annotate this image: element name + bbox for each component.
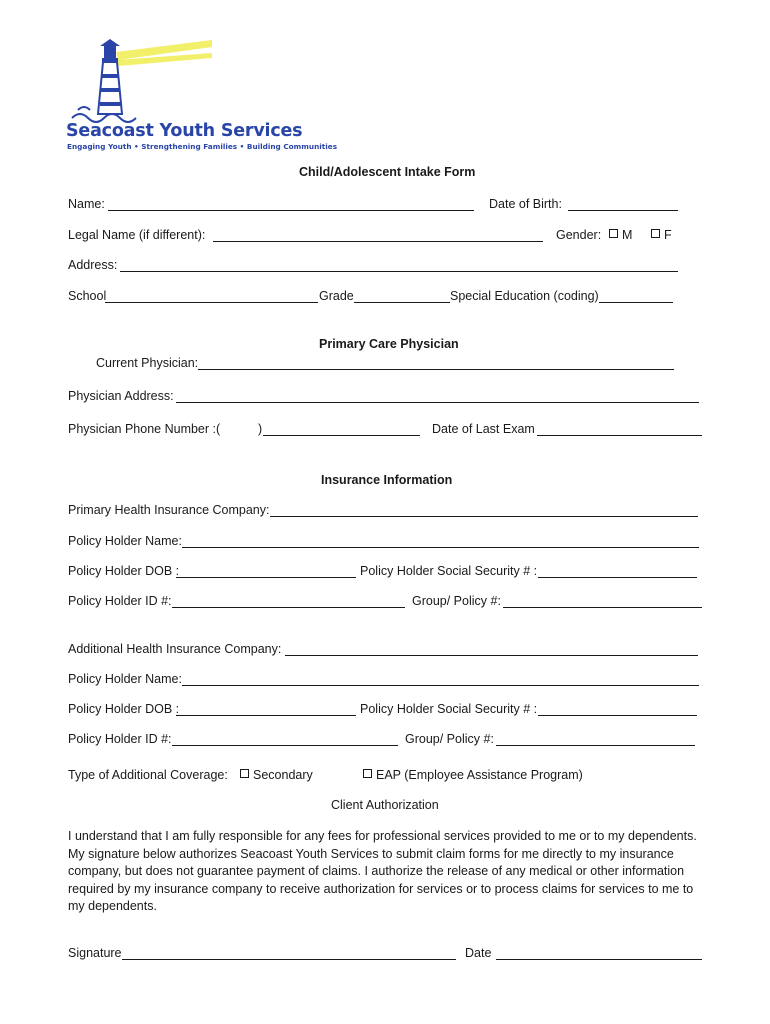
signature-label: Signature [68,946,122,960]
legal-name-field[interactable] [213,241,543,242]
school-field[interactable] [105,302,318,303]
current-physician-field[interactable] [198,369,674,370]
gender-m-checkbox[interactable] [609,228,632,242]
primary-holder-ssn-label: Policy Holder Social Security # : [360,564,538,578]
additional-company-field[interactable] [285,655,698,656]
authorization-heading: Client Authorization [331,798,439,812]
primary-holder-id-field[interactable] [172,607,405,608]
primary-company-field[interactable] [270,516,698,517]
name-label: Name: [68,197,105,211]
additional-company-label: Additional Health Insurance Company: [68,642,282,656]
additional-holder-name-label: Policy Holder Name: [68,672,182,686]
gender-m-label: M [622,228,633,242]
grade-field[interactable] [354,302,450,303]
primary-holder-dob-label: Policy Holder DOB : [68,564,180,578]
lighthouse-icon [64,38,224,128]
legal-name-label: Legal Name (if different): [68,228,206,242]
gender-label: Gender: [556,228,602,242]
insurance-heading: Insurance Information [321,473,453,487]
additional-holder-ssn-label: Policy Holder Social Security # : [360,702,538,716]
primary-holder-ssn-field[interactable] [538,577,697,578]
authorization-text: I understand that I am fully responsible for any fees for professional services provided to me or to my dependents. My signature below authorizes Seacoast Youth Services to submit claim forms for me directly to my insurance company, but does not guarantee payment of claims. I authorize the release of any medical or other information required by my insurance company to receive authorization for services or to process claims for services to me to my dependents. [68,829,697,914]
gender-f-checkbox[interactable] [651,228,672,242]
additional-holder-ssn-field[interactable] [538,715,697,716]
additional-group-label: Group/ Policy #: [405,732,494,746]
coverage-type-label: Type of Additional Coverage: [68,768,228,782]
physician-phone-close: ) [258,422,263,436]
primary-holder-dob-field[interactable] [176,577,356,578]
current-physician-label: Current Physician: [96,356,199,370]
coverage-secondary-checkbox[interactable] [240,768,313,782]
name-field[interactable] [108,210,474,211]
physician-address-label: Physician Address: [68,389,174,403]
org-tagline: Engaging Youth • Strengthening Families • Building Communities [67,142,338,151]
coverage-eap-label: EAP (Employee Assistance Program) [376,768,583,782]
org-name: Seacoast Youth Services [66,121,303,141]
additional-group-field[interactable] [496,745,695,746]
additional-holder-dob-label: Policy Holder DOB : [68,702,180,716]
primary-group-label: Group/ Policy #: [412,594,501,608]
checkbox-icon [609,229,618,238]
primary-holder-name-field[interactable] [182,547,699,548]
physician-heading: Primary Care Physician [319,337,459,351]
dob-label: Date of Birth: [489,197,562,211]
last-exam-label: Date of Last Exam [432,422,535,436]
address-field[interactable] [120,271,678,272]
physician-phone-label: Physician Phone Number :( [68,422,221,436]
physician-phone-field[interactable] [263,435,420,436]
address-label: Address: [68,258,118,272]
special-ed-label: Special Education (coding) [450,289,599,303]
primary-group-field[interactable] [503,607,702,608]
checkbox-icon [651,229,660,238]
signature-field[interactable] [122,959,456,960]
primary-holder-id-label: Policy Holder ID #: [68,594,172,608]
additional-holder-id-field[interactable] [172,745,398,746]
additional-holder-id-label: Policy Holder ID #: [68,732,172,746]
form-title: Child/Adolescent Intake Form [299,165,476,179]
signature-date-label: Date [465,946,492,960]
additional-holder-dob-field[interactable] [176,715,356,716]
gender-f-label: F [664,228,672,242]
physician-address-field[interactable] [176,402,699,403]
logo [64,38,338,158]
last-exam-field[interactable] [537,435,702,436]
checkbox-icon [363,769,372,778]
primary-holder-name-label: Policy Holder Name: [68,534,182,548]
coverage-secondary-label: Secondary [253,768,313,782]
special-ed-field[interactable] [599,302,673,303]
grade-label: Grade [319,289,354,303]
school-label: School [68,289,107,303]
dob-field[interactable] [568,210,678,211]
signature-date-field[interactable] [496,959,702,960]
checkbox-icon [240,769,249,778]
coverage-eap-checkbox[interactable] [363,768,583,782]
additional-holder-name-field[interactable] [182,685,699,686]
primary-company-label: Primary Health Insurance Company: [68,503,270,517]
